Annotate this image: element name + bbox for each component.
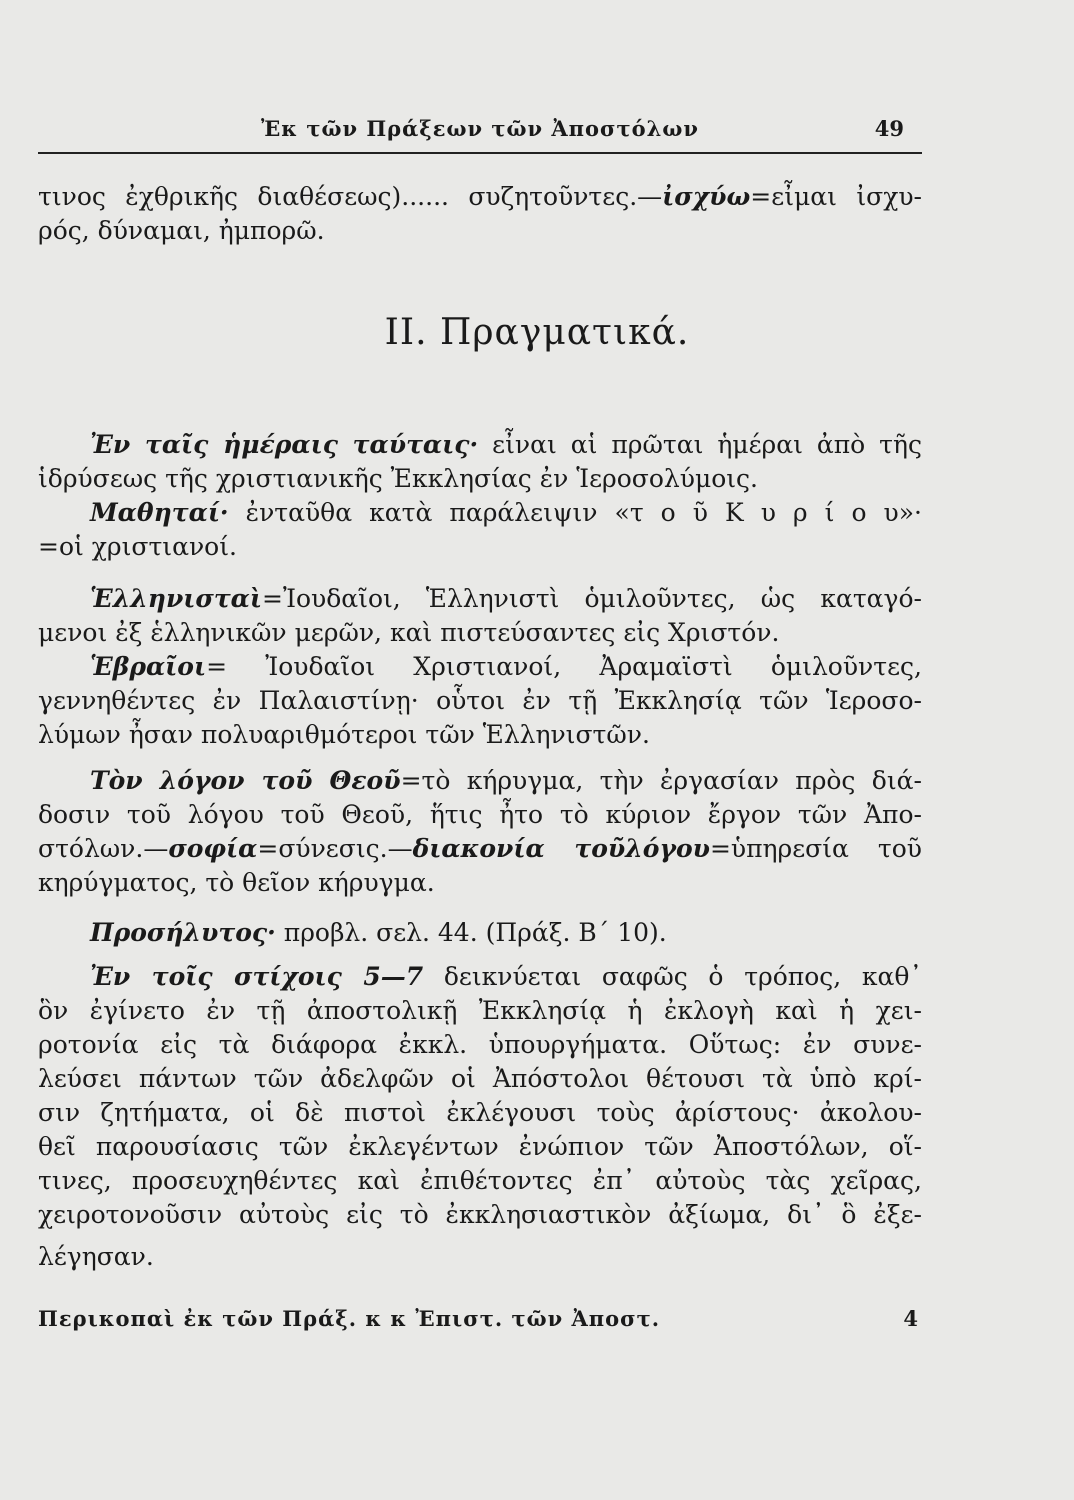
text-run: ἐνταῦθα κατὰ παράλειψιν «τ ο ῦ Κ υ ρ ί ο υ»· [228,498,922,527]
bold-term: Ἑβραῖοι [90,652,207,681]
text-line: λεύσει πάντων τῶν ἀδελφῶν οἱ Ἀπόστολοι θέτουσι τὰ ὑπὸ κρί- [38,1064,922,1093]
text-line [38,428,922,462]
paragraph-hebrews [38,650,922,752]
text-run: =σύνεσις.— [257,834,413,863]
text-line: δοσιν τοῦ λόγου τοῦ Θεοῦ, ἥτις ἦτο τὸ κύριον ἔργον τῶν Ἀπο- [38,800,922,829]
paragraph-word-of-god [38,764,922,900]
text-run: τινος ἐχθρικῆς διαθέσεως)...... συζητοῦντες.— [38,182,663,211]
text-line: ρός, δύναμαι, ἠμπορῶ. [38,216,325,245]
text-line: μενοι ἐξ ἑλληνικῶν μερῶν, καὶ πιστεύσαντες εἰς Χριστόν. [38,618,780,647]
text-line [38,832,922,866]
sheet-mark: 4 [903,1306,918,1331]
bold-term: σοφία [168,834,258,863]
text-line: λύμων ἦσαν πολυαριθμότεροι τῶν Ἑλληνιστῶν. [38,720,650,749]
text-run: =τὸ κήρυγμα, τὴν ἐργασίαν πρὸς διά- [400,766,922,795]
text-run: δεικνύεται σαφῶς ὁ τρόπος, καθ᾽ [423,962,922,991]
bold-term: Ἑλληνισταὶ [90,584,262,613]
text-line: κηρύγματος, τὸ θεῖον κήρυγμα. [38,868,435,897]
text-line [38,180,922,214]
text-line: τινες, προσευχηθέντες καὶ ἐπιθέτοντες ἐπ᾽ αὐτοὺς τὰς χεῖρας, [38,1166,922,1195]
paragraph-verses [38,960,922,1274]
bold-term: Ἐν ταῖς ἡμέραις ταύταις· [90,430,479,459]
paragraph-proselyte [38,916,922,950]
text-run: =Ἰουδαῖοι, Ἑλληνιστὶ ὁμιλοῦντες, ὡς καταγό- [262,584,922,613]
text-line: ὃν ἐγίνετο ἐν τῇ ἀποστολικῇ Ἐκκλησίᾳ ἡ ἐκλογὴ καὶ ἡ χει- [38,996,922,1025]
running-header [38,112,922,154]
text-run: προβλ. σελ. 44. (Πράξ. Β΄ 10). [275,918,667,947]
signature-text: Περικοπαὶ ἐκ τῶν Πράξ. κ κ Ἐπιστ. τῶν Ἀποστ. [38,1306,661,1331]
bold-term: Προσήλυτος· [90,918,276,947]
footer-signature [38,1306,922,1342]
text-run: εἶναι αἱ πρῶται ἡμέραι ἀπὸ τῆς [478,430,922,459]
text-run: = Ἰουδαῖοι Χριστιανοί, Ἀραμαϊστὶ ὁμιλοῦντες, [206,652,922,681]
text-line [38,496,922,530]
running-title: Ἐκ τῶν Πράξεων τῶν Ἀποστόλων [261,116,699,141]
paragraph-continuation [38,180,922,248]
text-line: γεννηθέντες ἐν Παλαιστίνῃ· οὗτοι ἐν τῇ Ἐκκλησίᾳ τῶν Ἱεροσο- [38,686,922,715]
bold-term: ἰσχύω [662,182,751,211]
text-line: λέγησαν. [38,1242,154,1271]
text-run: =ὑπηρεσία τοῦ [709,834,922,863]
text-line [38,582,922,616]
text-line: ροτονία εἰς τὰ διάφορα ἐκκλ. ὑπουργήματα. Οὕτως: ἐν συνε- [38,1030,922,1059]
bold-term: Μαθηταί· [90,498,229,527]
text-line: ἱδρύσεως τῆς χριστιανικῆς Ἐκκλησίας ἐν Ἱεροσολύμοις. [38,464,759,493]
paragraph-disciples [38,496,922,564]
text-run: =εἶμαι ἰσχυ- [750,182,922,211]
text-line [38,650,922,684]
text-line [38,960,922,994]
text-line: χειροτονοῦσιν αὐτοὺς εἰς τὸ ἐκκλησιαστικὸν ἀξίωμα, δι᾽ ὃ ἐξε- [38,1200,922,1229]
page-number: 49 [874,116,904,141]
text-line: =οἱ χριστιανοί. [38,532,237,561]
paragraph-hellenists [38,582,922,650]
text-line: θεῖ παρουσίασις τῶν ἐκλεγέντων ἐνώπιον τῶν Ἀποστόλων, οἵ- [38,1132,922,1161]
bold-term: Ἐν τοῖς στίχοις 5—7 [90,962,424,991]
paragraph-days [38,428,922,496]
bold-term: διακονία τοῦλόγου [412,834,710,863]
bold-term: Τὸν λόγον τοῦ Θεοῦ [90,766,401,795]
text-line: σιν ζητήματα, οἱ δὲ πιστοὶ ἐκλέγουσι τοὺς ἀρίστους· ἀκολου- [38,1098,922,1127]
text-line [38,764,922,798]
text-run: στόλων.— [38,834,169,863]
text-line [38,916,922,950]
section-heading: II. Πραγματικά. [384,312,690,353]
